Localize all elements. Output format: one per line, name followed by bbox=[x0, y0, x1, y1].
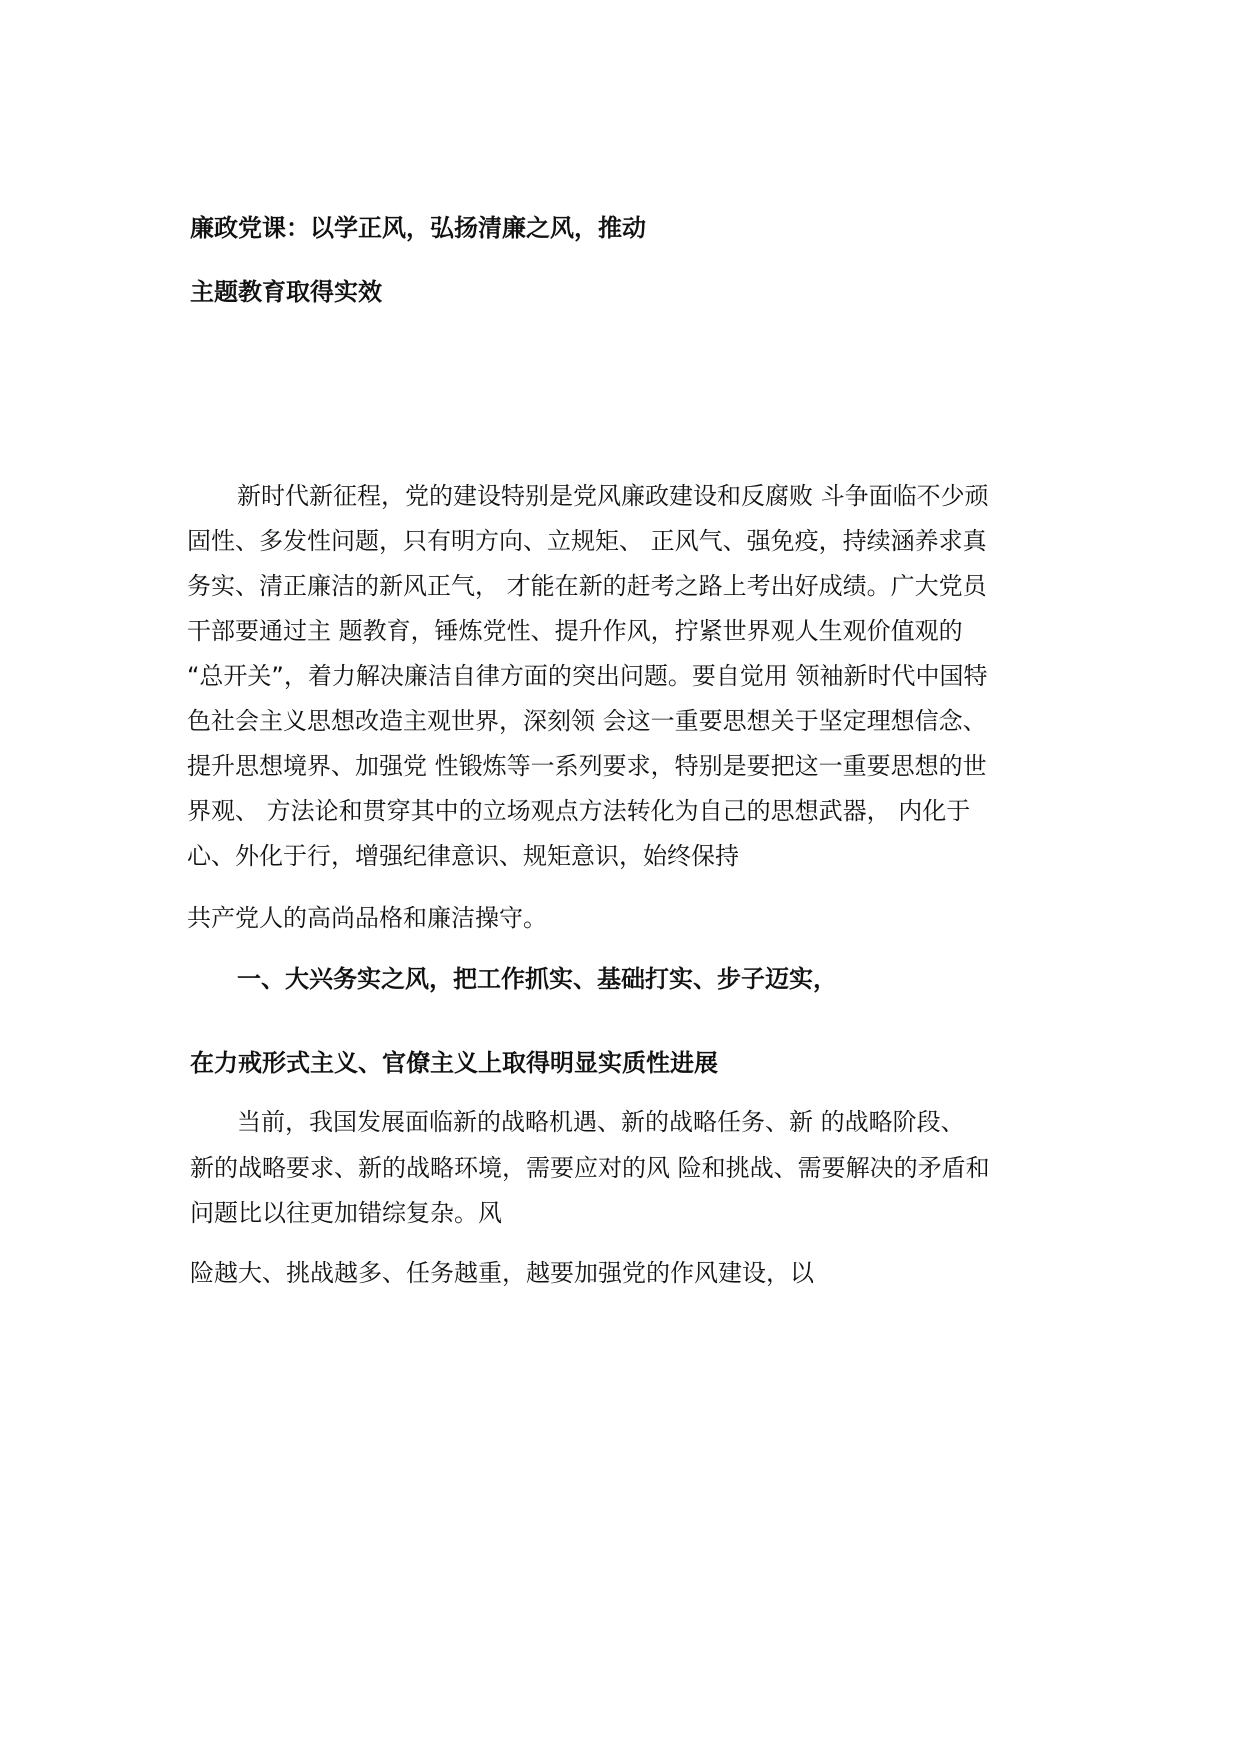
paragraph-1-line-1: 新时代新征程，党的建设特别是党风廉政建设和反腐败 斗争面临不少顽 bbox=[237, 482, 989, 510]
paragraph-1-line-7: 提升思想境界、加强党 性锻炼等一系列要求，特别是要把这一重要思想的世 bbox=[187, 752, 987, 780]
paragraph-1-line-2: 固性、多发性问题，只有明方向、立规矩、 正风气、强免疫，持续涵养求真 bbox=[187, 527, 987, 555]
paragraph-1-line-8: 界观、 方法论和贯穿其中的立场观点方法转化为自己的思想武器， 内化于 bbox=[187, 797, 971, 825]
paragraph-2-line-1: 当前，我国发展面临新的战略机遇、新的战略任务、新 的战略阶段、 bbox=[237, 1108, 965, 1136]
document-title-line-1: 廉政党课：以学正风，弘扬清廉之风，推动 bbox=[190, 214, 646, 242]
paragraph-2-line-2: 新的战略要求、新的战略环境，需要应对的风 险和挑战、需要解决的矛盾和 bbox=[190, 1154, 990, 1182]
paragraph-1-tail: 共产党人的高尚品格和廉洁操守。 bbox=[187, 904, 547, 932]
paragraph-1-line-9: 心、外化于行，增强纪律意识、规矩意识，始终保持 bbox=[187, 842, 739, 870]
paragraph-2-line-3: 问题比以往更加错综复杂。风 bbox=[190, 1199, 502, 1227]
section-1-heading-line-1: 一、大兴务实之风，把工作抓实、基础打实、步子迈实， bbox=[237, 965, 837, 993]
section-1-heading-line-2: 在力戒形式主义、官僚主义上取得明显实质性进展 bbox=[190, 1049, 718, 1077]
document-title-line-2: 主题教育取得实效 bbox=[190, 278, 382, 306]
paragraph-1-line-4: 干部要通过主 题教育，锤炼党性、提升作风，拧紧世界观人生观价值观的 bbox=[187, 617, 963, 645]
paragraph-2-tail: 险越大、挑战越多、任务越重，越要加强党的作风建设，以 bbox=[190, 1259, 814, 1287]
paragraph-1-line-6: 色社会主义思想改造主观世界，深刻领 会这一重要思想关于坚定理想信念、 bbox=[187, 707, 987, 735]
paragraph-1-line-3: 务实、清正廉洁的新风正气， 才能在新的赶考之路上考出好成绩。广大党员 bbox=[187, 572, 987, 600]
paragraph-1-line-5: “总开关”，着力解决廉洁自律方面的突出问题。要自觉用 领袖新时代中国特 bbox=[187, 662, 988, 690]
